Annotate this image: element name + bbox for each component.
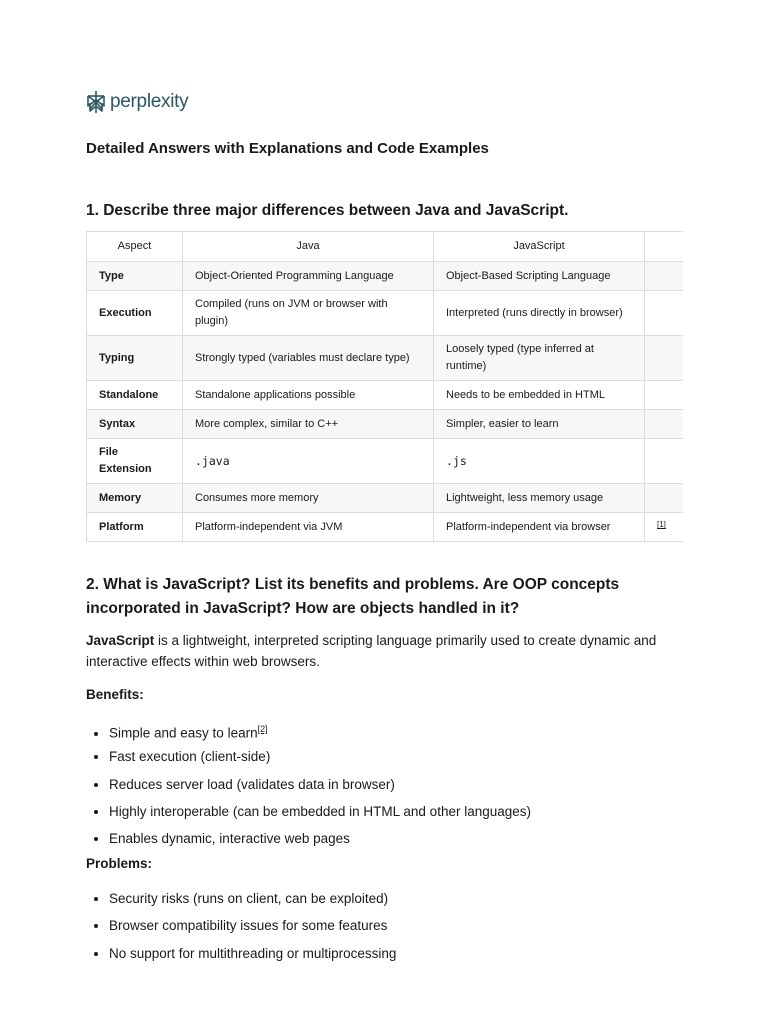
table-header: Java	[183, 232, 434, 262]
table-cell-java: Strongly typed (variables must declare type)	[183, 336, 434, 381]
question-2-heading: 2. What is JavaScript? List its benefits and problems. Are OOP concepts incorporated in JavaScript? How are objects handled in it?	[86, 576, 620, 617]
table-cell-extra	[645, 410, 684, 439]
table-cell-extra	[645, 381, 684, 410]
list-item	[109, 940, 396, 967]
table-cell-javascript: Object-Based Scripting Language	[434, 262, 645, 291]
list-item-text: Browser compatibility issues for some features	[109, 918, 388, 934]
table-cell-aspect: Standalone	[87, 381, 183, 410]
list-item	[109, 771, 531, 798]
table-cell-aspect: Execution	[87, 291, 183, 336]
table-row	[87, 262, 684, 291]
benefits-heading: Benefits:	[86, 687, 144, 702]
table-cell-aspect: Type	[87, 262, 183, 291]
list-item	[109, 743, 531, 770]
table-cell-java: Consumes more memory	[183, 484, 434, 513]
table-row	[87, 513, 684, 542]
table-cell-javascript: Simpler, easier to learn	[434, 410, 645, 439]
table-cell-java: Object-Oriented Programming Language	[183, 262, 434, 291]
list-item	[109, 798, 531, 825]
perplexity-logo-icon	[86, 89, 106, 115]
brand-logo	[86, 89, 188, 115]
table-cell-extra	[645, 484, 684, 513]
table-cell-javascript: .js	[434, 439, 645, 484]
table-header: JavaScript	[434, 232, 645, 262]
table-cell-java: Compiled (runs on JVM or browser with plugin)	[183, 291, 434, 336]
table-row	[87, 381, 684, 410]
problems-list	[86, 885, 396, 967]
table-cell-java: .java	[183, 439, 434, 484]
list-item	[109, 825, 531, 852]
list-item	[109, 912, 396, 939]
table-cell-javascript: Platform-independent via browser	[434, 513, 645, 542]
table-cell-java: Platform-independent via JVM	[183, 513, 434, 542]
table-cell-javascript: Lightweight, less memory usage	[434, 484, 645, 513]
table-cell-aspect: Platform	[87, 513, 183, 542]
table-row	[87, 410, 684, 439]
intro-term: JavaScript	[86, 633, 155, 648]
table-cell-javascript: Loosely typed (type inferred at runtime)	[434, 336, 645, 381]
list-item-text: Enables dynamic, interactive web pages	[109, 831, 350, 847]
list-item-text: Simple and easy to learn	[109, 725, 258, 741]
table-row	[87, 484, 684, 513]
table-cell-javascript: Needs to be embedded in HTML	[434, 381, 645, 410]
table-cell-aspect: Typing	[87, 336, 183, 381]
table-cell-aspect: File Extension	[87, 439, 183, 484]
list-item-text: Fast execution (client-side)	[109, 749, 271, 765]
table-header-row	[87, 232, 684, 262]
table-header	[645, 232, 684, 262]
question-1-heading: 1. Describe three major differences between Java and JavaScript.	[86, 202, 569, 219]
brand-name: perplexity	[110, 91, 189, 112]
table-cell-aspect: Syntax	[87, 410, 183, 439]
problems-heading: Problems:	[86, 856, 153, 871]
table-cell-citation	[645, 513, 684, 542]
list-item-text: No support for multithreading or multiprocessing	[109, 945, 397, 961]
table-cell-extra	[645, 262, 684, 291]
table-cell-java: More complex, similar to C++	[183, 410, 434, 439]
table-cell-java: Standalone applications possible	[183, 381, 434, 410]
table-cell-extra	[645, 336, 684, 381]
table-row	[87, 291, 684, 336]
javascript-intro-paragraph	[86, 630, 686, 672]
comparison-table-wrapper	[86, 231, 683, 542]
list-item-text: Reduces server load (validates data in browser)	[109, 776, 395, 792]
citation-link[interactable]: [2]	[257, 724, 268, 734]
document-title: Detailed Answers with Explanations and Code Examples	[86, 140, 489, 157]
list-item-text: Highly interoperable (can be embedded in HTML and other languages)	[109, 803, 532, 819]
list-item-text: Security risks (runs on client, can be exploited)	[109, 891, 389, 906]
table-cell-extra	[645, 291, 684, 336]
comparison-table	[86, 231, 683, 542]
list-item	[109, 716, 531, 743]
citation-link[interactable]: [1]	[657, 520, 666, 530]
table-row	[87, 336, 684, 381]
table-cell-aspect: Memory	[87, 484, 183, 513]
table-header: Aspect	[87, 232, 183, 262]
benefits-list	[86, 716, 531, 852]
table-row	[87, 439, 684, 484]
table-cell-javascript: Interpreted (runs directly in browser)	[434, 291, 645, 336]
intro-text: is a lightweight, interpreted scripting language primarily used to create dynamic and interactive effects within web browsers.	[86, 633, 657, 669]
table-cell-extra	[645, 439, 684, 484]
list-item	[109, 885, 396, 912]
